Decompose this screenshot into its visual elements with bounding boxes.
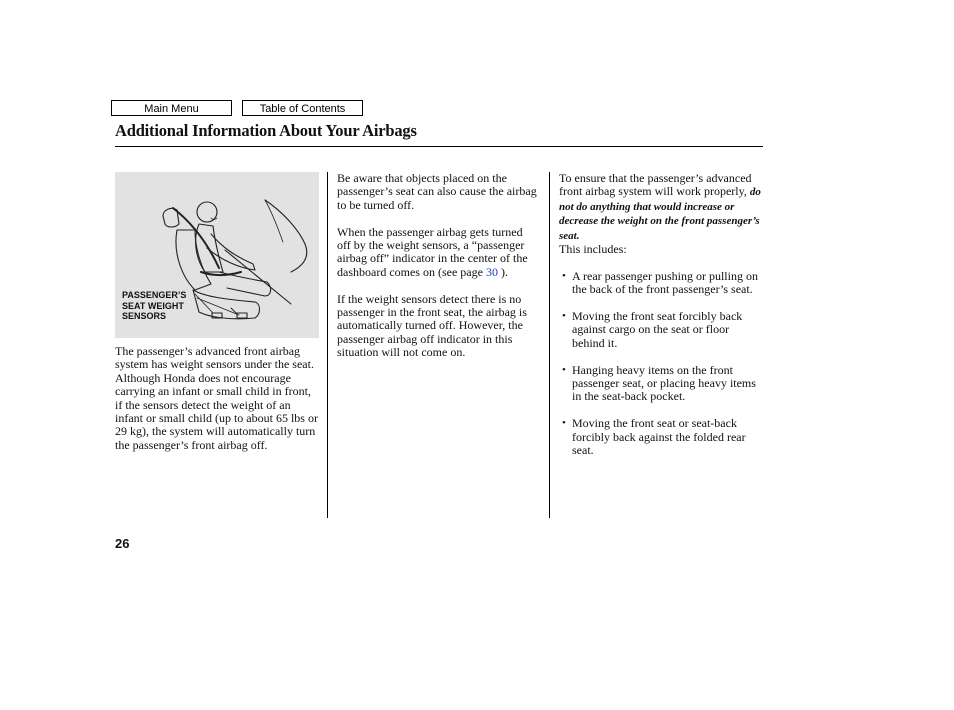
col3-intro-tail: This includes: (559, 242, 627, 257)
col2-paragraph-2 (337, 226, 537, 280)
figure-label-line2: SEAT WEIGHT (122, 300, 184, 311)
list-item: • Hanging heavy items on the front passenger seat, or placing heavy items in the seat-back pocket. (559, 364, 764, 404)
seat-weight-sensor-illustration (115, 172, 319, 338)
col3-intro (559, 172, 764, 256)
column-divider-1 (327, 172, 328, 518)
page-30-link[interactable]: 30 (485, 264, 498, 279)
col2-paragraph-1: Be aware that objects placed on the passenger’s seat can also cause the airbag to be turned off. (337, 171, 537, 212)
table-of-contents-button[interactable]: Table of Contents (242, 100, 363, 116)
col2-p2-tail: ). (497, 264, 508, 279)
bullet-list (559, 270, 764, 458)
col2-paragraph-3: If the weight sensors detect there is no passenger in the front seat, the airbag is automatically turned off. However, the passenger airbag off indicator in this situation will not come on. (337, 291, 527, 360)
col3-warning-emphasis: do not do anything that would increase or decrease the weight on the front passenger’s seat. (559, 186, 761, 242)
figure-label-line1: PASSENGER’S (122, 290, 187, 300)
column-divider-2 (549, 172, 550, 518)
main-menu-button[interactable]: Main Menu (111, 100, 232, 116)
title-divider (115, 146, 763, 147)
figure-label-line3: SENSORS (122, 311, 167, 321)
column-3 (559, 172, 764, 471)
col2-p2-text: When the passenger airbag gets turned off by the weight sensors, a “passenger airbag off” indicator in the center of the dashboard comes on (see page (337, 224, 528, 279)
col3-intro-text: To ensure that the passenger’s advanced front airbag system will work properly, (559, 171, 752, 199)
column-1 (115, 345, 320, 466)
column-2 (337, 172, 537, 373)
list-item: • Moving the front seat or seat-back forcibly back against the folded rear seat. (559, 417, 764, 457)
list-item: • Moving the front seat forcibly back against cargo on the seat or floor behind it. (559, 310, 764, 350)
page-title: Additional Information About Your Airbags (115, 121, 417, 140)
list-item: • A rear passenger pushing or pulling on the back of the front passenger’s seat. (559, 270, 764, 297)
col1-paragraph: The passenger’s advanced front airbag system has weight sensors under the seat. Although Honda does not encourage carrying an infant or small child in front, if the sensors detect the weight of an infant or small child (up to about 65 lbs or 29 kg), the system will automatically turn the passenger’s front airbag off. (115, 344, 318, 452)
page-number: 26 (115, 536, 130, 551)
